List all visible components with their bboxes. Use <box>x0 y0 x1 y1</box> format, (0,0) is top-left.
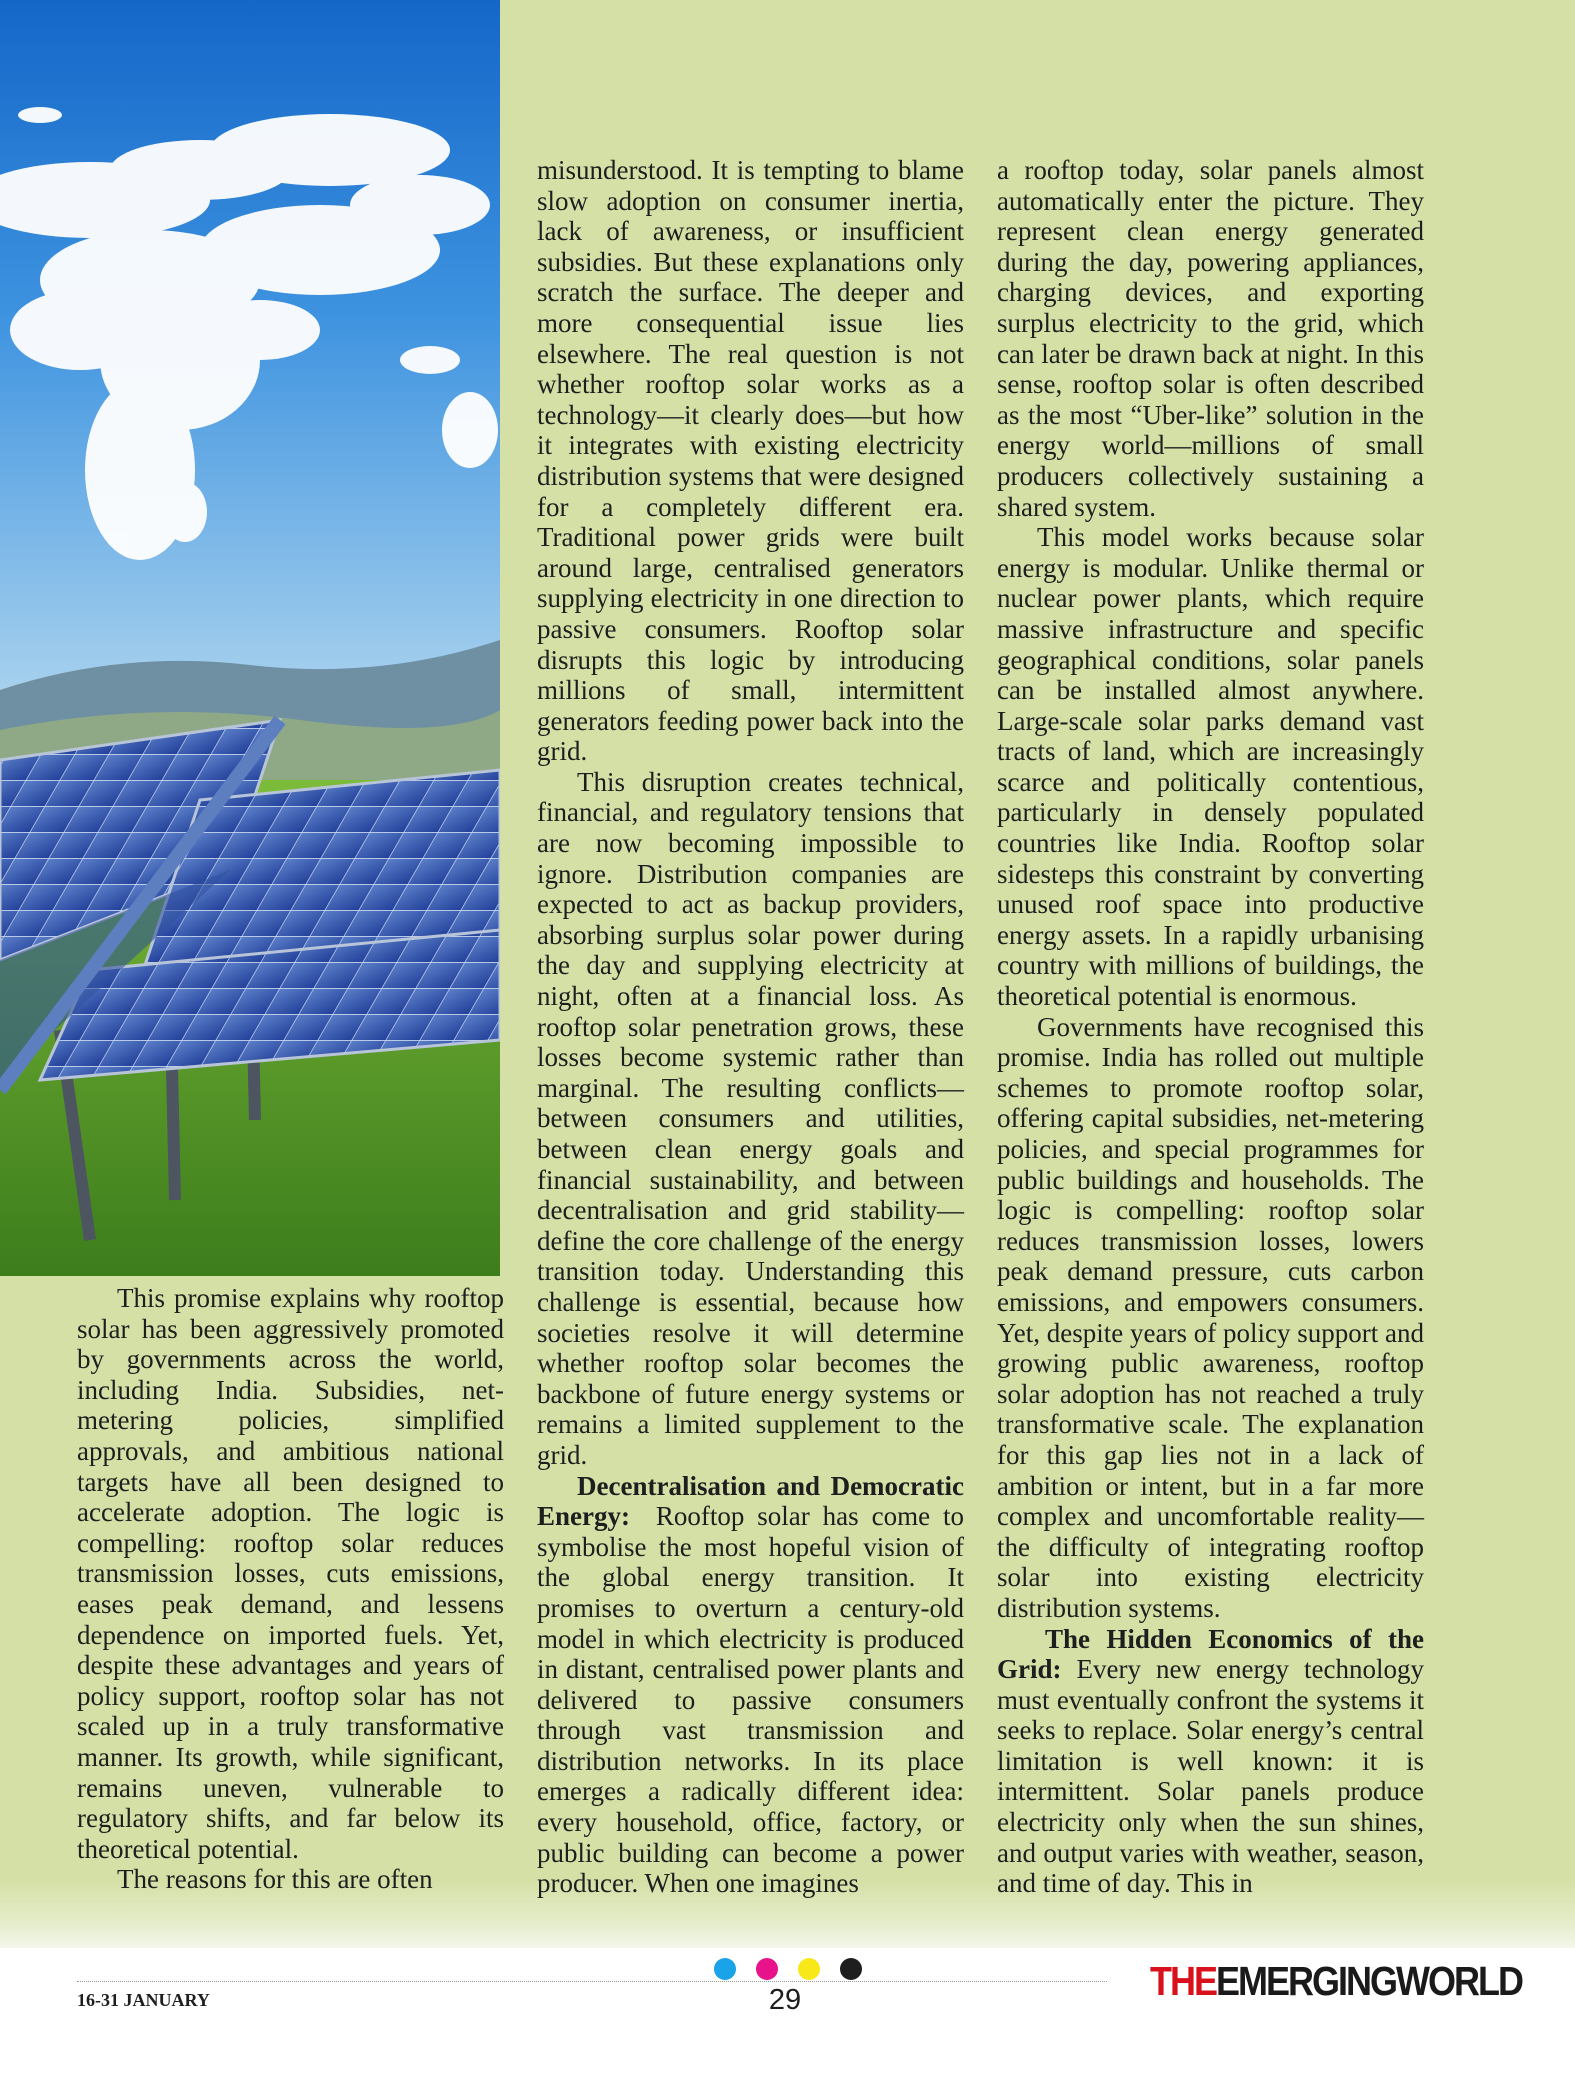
article-column-right <box>997 155 1424 1903</box>
black-dot-icon <box>840 1958 862 1980</box>
logo-name: EMERGINGWORLD <box>1216 1958 1522 2004</box>
paragraph: This disruption creates technical, financial, and regulatory tensions that are now becoming impossible to ignore. Distribution companies are expected to act as backup providers, absorbing surplus solar power during the day and supplying electricity at night, often at a financial loss. As rooftop solar penetration grows, these losses become systemic rather than marginal. The resulting conflicts—between consumers and utilities, between clean energy goals and financial sustainability, and between decentralisation and grid stability—define the core challenge of the energy transition today. Understanding this challenge is essential, because how societies resolve it will determine whether rooftop solar becomes the backbone of future energy systems or remains a limited supplement to the grid. <box>537 766 964 1470</box>
paragraph <box>537 1471 964 1899</box>
paragraph: This promise explains why rooftop solar has been aggressively promoted by governments across the world, including India. Subsidies, net-metering policies, simplified approvals, and ambitious national targets have all been designed to accelerate adoption. The logic is compelling: rooftop solar reduces transmission losses, cuts emissions, eases peak demand, and lessens dependence on imported fuels. Yet, despite these advantages and years of policy support, rooftop solar has not scaled up in a truly transformative manner. Its growth, while significant, remains uneven, vulnerable to regulatory shifts, and far below its theoretical potential. <box>77 1283 504 1864</box>
subheading: Decentralisation and Democratic Energy: <box>537 1470 964 1532</box>
paragraph-text: Rooftop solar has come to symbolise the most hopeful vision of the global energy transition. It promises to overturn a century-old model in which electricity is produced in distant, centralised power plants and delivered to passive consumers through vast transmission and distribution networks. In its place emerges a radically different idea: every household, office, factory, or public building can become a power producer. When one imagines <box>537 1501 964 1899</box>
cyan-dot-icon <box>714 1958 736 1980</box>
issue-date: 16-31 JANUARY <box>77 1990 210 2010</box>
paragraph-text: Every new energy technology must eventually confront the systems it seeks to replace. Solar energy’s central limitation is well known: it is intermittent. Solar panels produce electricity only when the sun shines, and output varies with weather, season, and time of day. This in <box>997 1654 1424 1899</box>
footer-divider <box>77 1981 1107 1982</box>
article-column-middle <box>537 155 964 1903</box>
solar-panel-illustration <box>0 0 500 1276</box>
paragraph: misunderstood. It is tempting to blame slow adoption on consumer inertia, lack of awareness, or insufficient subsidies. But these explanations only scratch the surface. The deeper and more consequential issue lies elsewhere. The real question is not whether rooftop solar works as a technology—it clearly does—but how it integrates with existing electricity distribution systems that were designed for a completely different era. Traditional power grids were built around large, centralised generators supplying electricity in one direction to passive consumers. Rooftop solar disrupts this logic by introducing millions of small, intermittent generators feeding power back into the grid. <box>537 155 964 767</box>
publication-logo <box>1150 1958 1522 2005</box>
subheading: The Hidden Economics of the Grid: <box>997 1623 1424 1685</box>
paragraph: This model works because solar energy is modular. Unlike thermal or nuclear power plants, which require massive infrastructure and specific geographical conditions, solar panels can be installed almost anywhere. Large-scale solar parks demand vast tracts of land, which are increasingly scarce and politically contentious, particularly in densely populated countries like India. Rooftop solar sidesteps this constraint by converting unused roof space into productive energy assets. In a rapidly urbanising country with millions of buildings, the theoretical potential is enormous. <box>997 522 1424 1012</box>
paragraph: The reasons for this are often <box>117 1864 433 1895</box>
paragraph: Governments have recognised this promise. India has rolled out multiple schemes to promote rooftop solar, offering capital subsidies, net-metering policies, and special programmes for public buildings and households. The logic is compelling: rooftop solar reduces transmission losses, lowers peak demand pressure, cuts carbon emissions, and empowers consumers. Yet, despite years of policy support and growing public awareness, rooftop solar adoption has not reached a truly transformative scale. The explanation for this gap lies not in a lack of ambition or intent, but in a far more complex and uncomfortable reality—the difficulty of integrating rooftop solar into existing electricity distribution systems. <box>997 1011 1424 1623</box>
registration-dots <box>714 1958 864 1982</box>
paragraph <box>997 1624 1424 1899</box>
page-number: 29 <box>768 1984 802 2016</box>
paragraph: a rooftop today, solar panels almost automatically enter the picture. They represent clean energy generated during the day, powering appliances, charging devices, and exporting surplus electricity to the grid, which can later be drawn back at night. In this sense, rooftop solar is often described as the most “Uber-like” solution in the energy world—millions of small producers collectively sustaining a shared system. <box>997 155 1424 522</box>
magenta-dot-icon <box>756 1958 778 1980</box>
yellow-dot-icon <box>798 1958 820 1980</box>
logo-the: THE <box>1150 1958 1216 2004</box>
hero-image <box>0 0 500 1276</box>
article-column-left <box>77 1283 504 1903</box>
